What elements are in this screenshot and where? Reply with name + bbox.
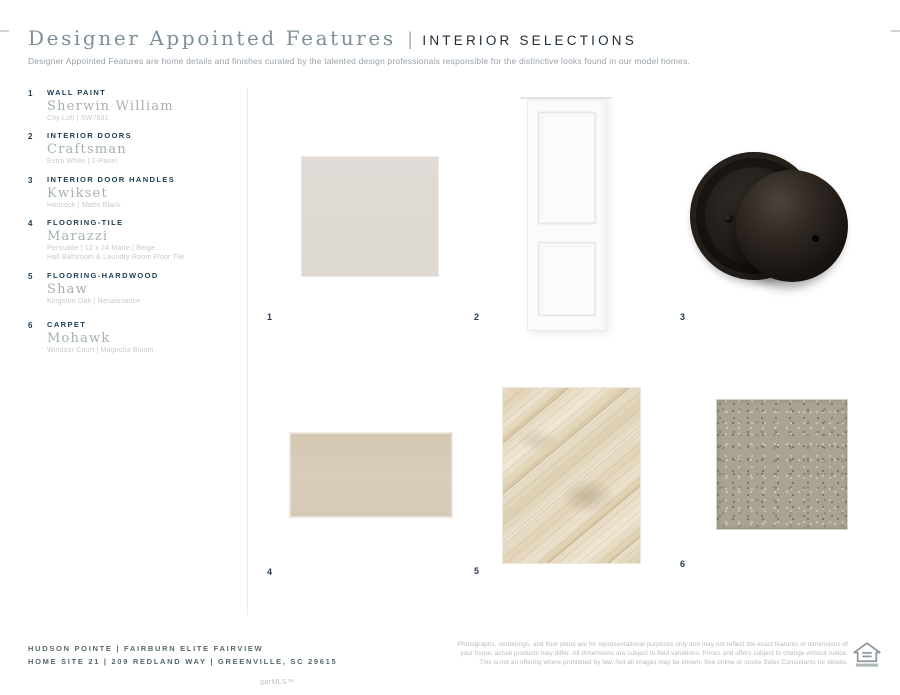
page-header [28, 26, 637, 50]
selection-item-door-handles [28, 175, 175, 210]
knob-ball [736, 170, 848, 282]
door-bottom-panel [538, 242, 596, 316]
swatch-label-4: 4 [267, 567, 273, 577]
disclaimer-line: Photographs, renderings, and floor plans are for representational purposes only and may not reflect the exact features or dimensions of [457, 641, 848, 648]
selection-brand: Kwikset [47, 186, 108, 201]
selection-number: 1 [28, 89, 33, 98]
selection-detail: Extra White | 2-Panel [47, 158, 118, 165]
swatch-label-5: 5 [474, 566, 480, 576]
crop-mark-right [891, 30, 900, 32]
selection-detail: Kingston Oak | Renaissance [47, 298, 141, 305]
selection-item-wall-paint [28, 88, 174, 123]
selection-detail: Hancock | Matte Black [47, 202, 121, 209]
selection-brand: Sherwin William [47, 99, 174, 114]
crop-mark-left [0, 30, 9, 32]
selection-detail: City Loft | SW7631 [47, 115, 109, 122]
interior-door-image [527, 99, 607, 331]
selection-brand: Shaw [47, 282, 88, 297]
selection-category: CARPET [47, 320, 87, 329]
selection-body [47, 320, 154, 355]
selection-body [47, 218, 184, 262]
vertical-divider [247, 88, 248, 615]
community-name: HUDSON POINTE | FAIRBURN ELITE FAIRVIEW [28, 644, 264, 653]
selection-detail: Persuade | 12 x 24 Matte | Beige [47, 245, 156, 252]
disclaimer-line: your home; actual products may differ. All dimensions are subject to field variations. Prices and offers subject to change without notice. [460, 649, 848, 657]
home-site-address: HOME SITE 21 | 209 REDLAND WAY | GREENVILLE, SC 29615 [28, 657, 338, 666]
hardwood-swatch [503, 388, 640, 563]
selection-brand: Mohawk [47, 331, 111, 346]
selection-item-carpet [28, 320, 154, 355]
tile-swatch [290, 433, 452, 517]
selection-body [47, 175, 175, 210]
selection-number: 2 [28, 132, 33, 141]
selection-category: INTERIOR DOOR HANDLES [47, 175, 176, 184]
selection-body [47, 131, 132, 166]
selection-number: 5 [28, 272, 33, 281]
swatch-label-6: 6 [680, 559, 686, 569]
mls-watermark: garMLS™ [260, 679, 295, 686]
door-knob-image [690, 150, 850, 286]
page-title: Designer Appointed Features [28, 26, 396, 50]
selection-detail: Hall Bathroom & Laundry Room Floor Tile [47, 254, 185, 261]
selection-brand: Craftsman [47, 142, 127, 157]
swatch-label-2: 2 [474, 312, 480, 322]
disclaimer-line: This is not an offering where prohibited by law. Not all images may be shown. See online or onsite Sales Consultants for details. [479, 658, 848, 666]
selection-item-flooring-tile [28, 218, 184, 262]
selection-category: INTERIOR DOORS [47, 131, 133, 140]
selection-body [47, 88, 174, 123]
selection-body [47, 271, 159, 306]
selection-brand: Marazzi [47, 229, 109, 244]
footer-community-block [28, 642, 337, 668]
selection-detail: Windsor Court | Magnolia Bloom [47, 347, 154, 354]
selection-number: 3 [28, 176, 33, 185]
selection-item-interior-doors [28, 131, 132, 166]
legal-disclaimer [448, 641, 848, 667]
swatch-label-3: 3 [680, 312, 686, 322]
equal-housing-icon [853, 641, 881, 671]
swatch-label-1: 1 [267, 312, 273, 322]
door-top-panel [538, 112, 596, 224]
page-description: Designer Appointed Features are home details and finishes curated by the talented design professionals responsible for the distinctive looks found in our model homes. [28, 56, 691, 66]
title-divider: | [407, 29, 413, 49]
selection-number: 4 [28, 219, 33, 228]
selection-item-flooring-hardwood [28, 271, 159, 306]
knob-screw [724, 214, 733, 223]
selection-category: FLOORING-TILE [47, 218, 124, 227]
knob-pinhole [812, 235, 819, 242]
carpet-swatch [717, 400, 847, 529]
page-subtitle-caps: INTERIOR SELECTIONS [422, 33, 637, 48]
selection-number: 6 [28, 321, 33, 330]
selection-category: FLOORING-HARDWOOD [47, 271, 159, 280]
paint-color-swatch [302, 157, 438, 276]
selection-category: WALL PAINT [47, 88, 107, 97]
